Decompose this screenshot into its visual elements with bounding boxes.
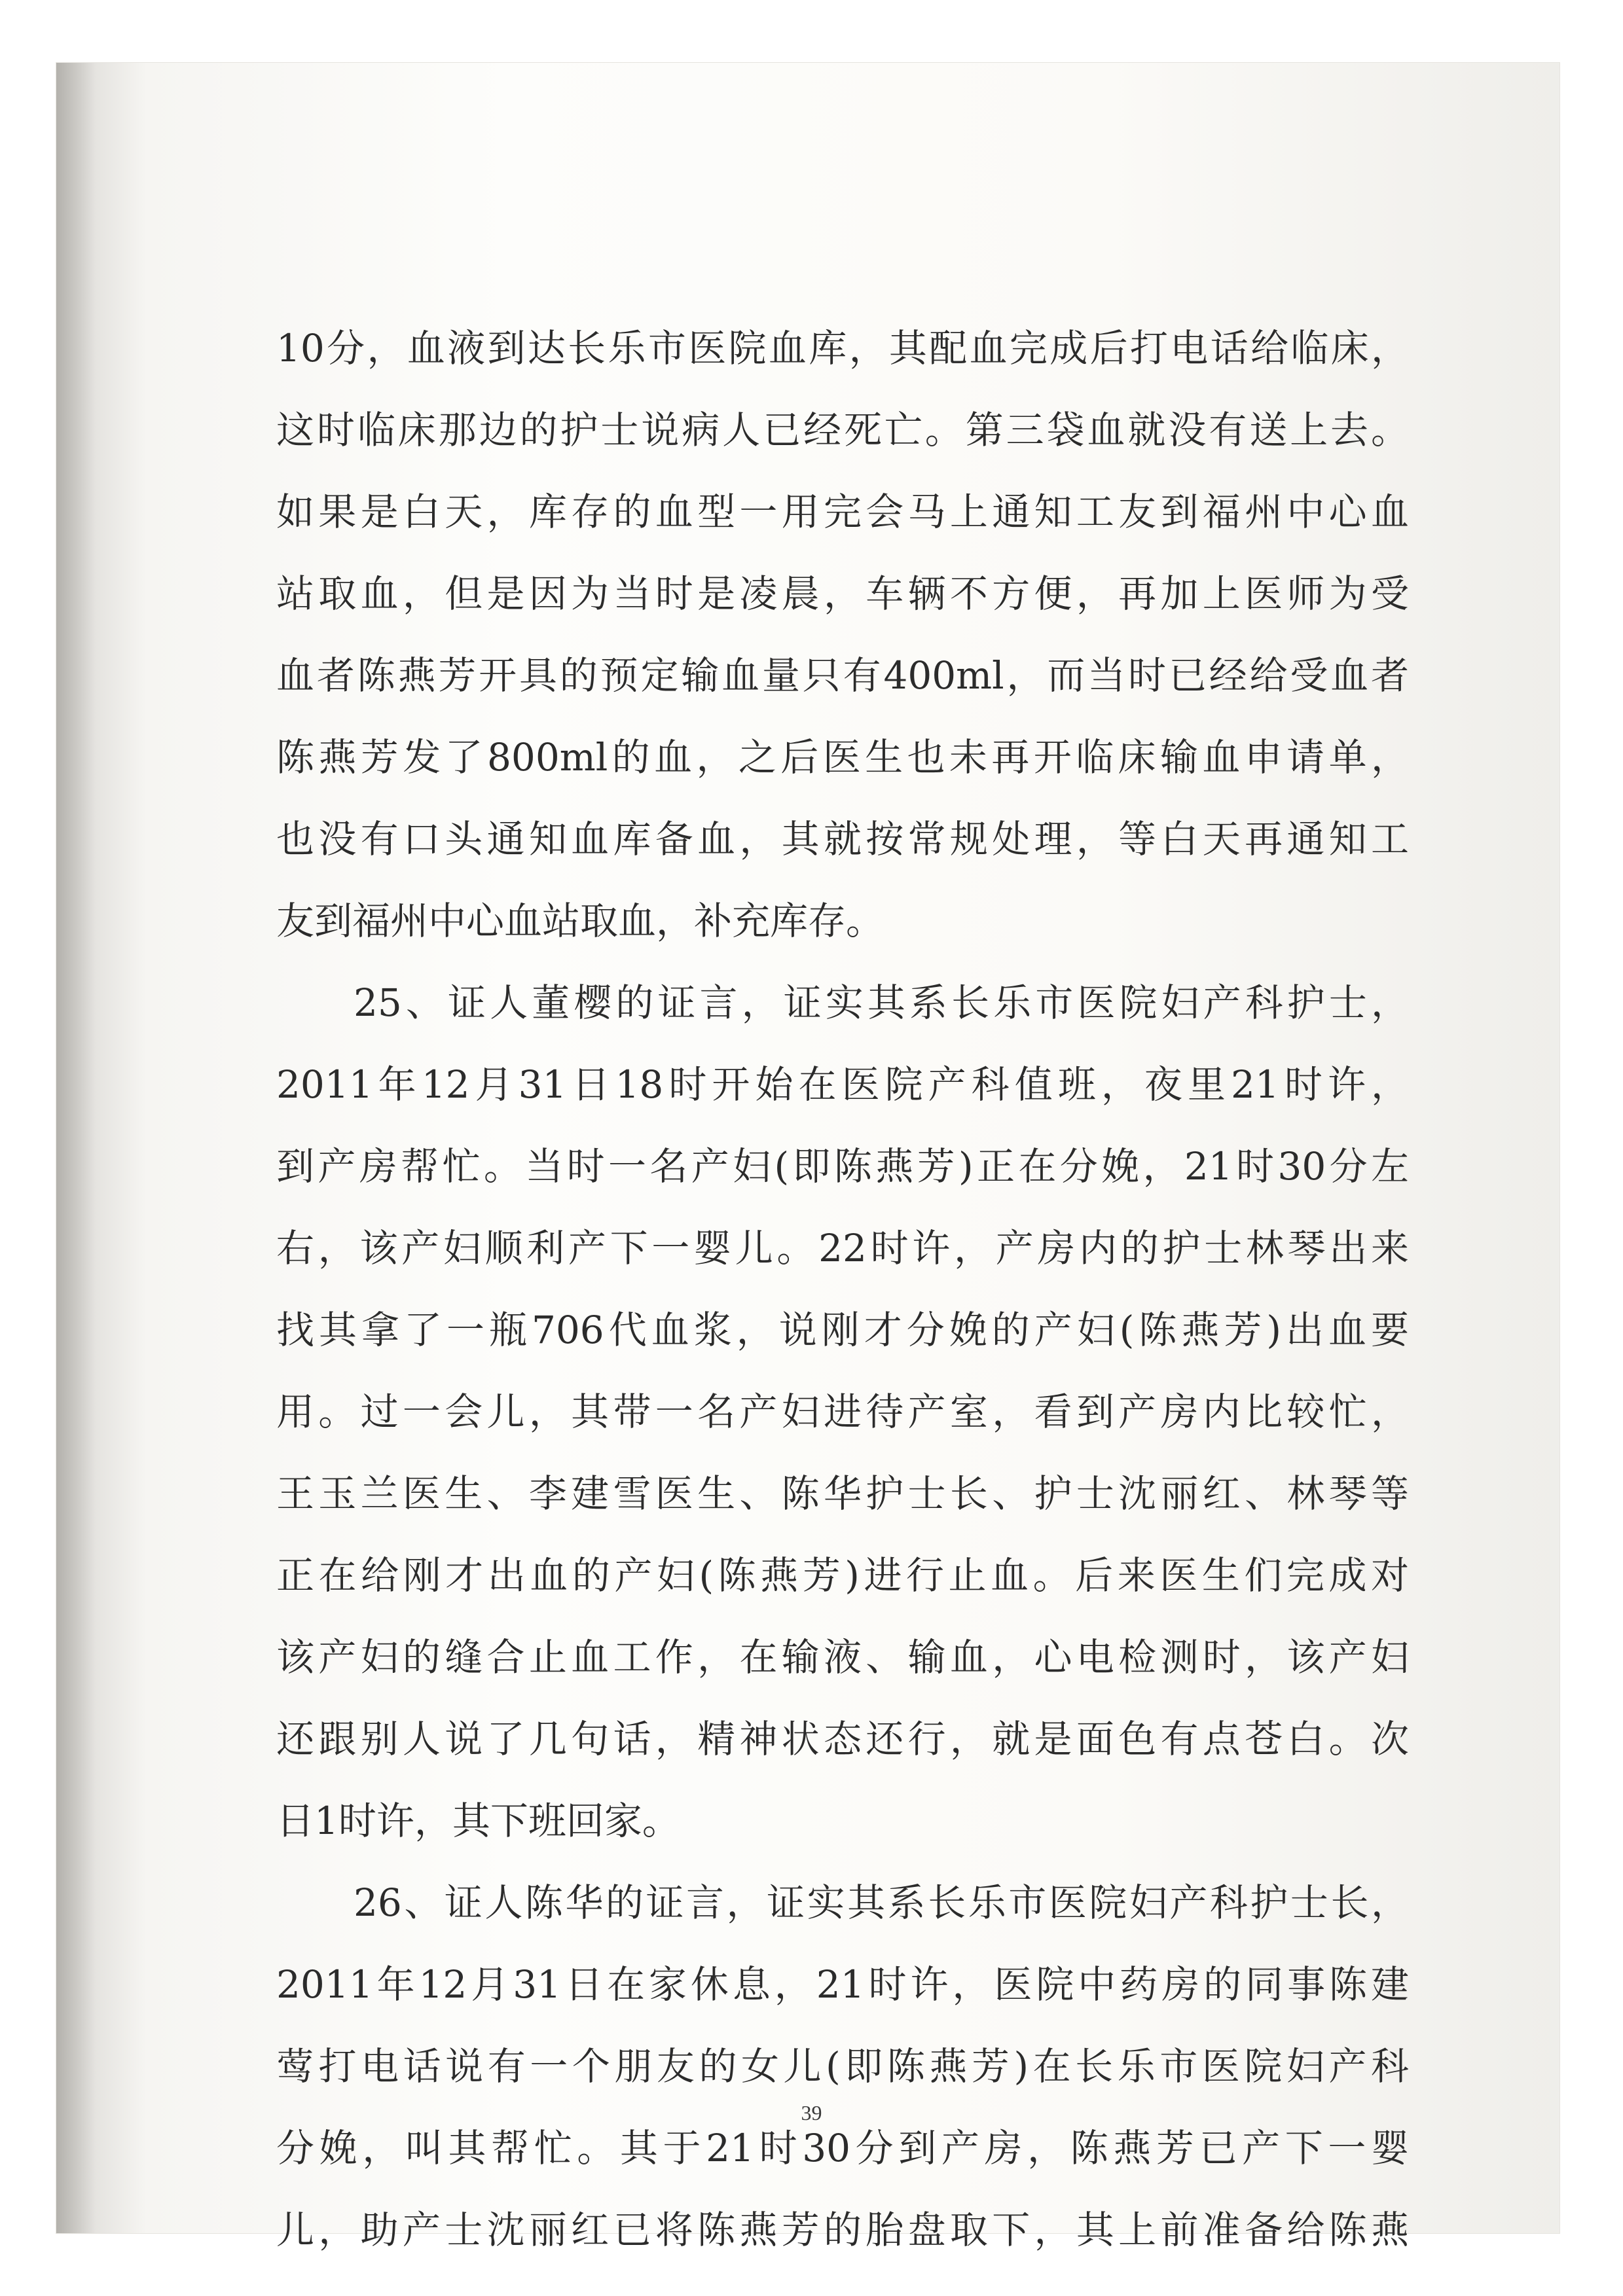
text-line: 用。过一会儿，其带一名产妇进待产室，看到产房内比较忙， — [276, 1390, 1409, 1434]
text-line: 血者陈燕芳开具的预定输血量只有400ml，而当时已经给受血者 — [276, 653, 1409, 698]
text-line: 右，该产妇顺利产下一婴儿。22时许，产房内的护士林琴出来 — [276, 1226, 1409, 1270]
paragraph-25-start: 25、证人董樱的证言，证实其系长乐市医院妇产科护士， — [354, 980, 1409, 1025]
text-line: 儿，助产士沈丽红已将陈燕芳的胎盘取下，其上前准备给陈燕 — [276, 2208, 1409, 2252]
text-line: 到产房帮忙。当时一名产妇(即陈燕芳)正在分娩，21时30分左 — [276, 1144, 1409, 1189]
text-line: 友到福州中心血站取血，补充库存。 — [276, 899, 884, 943]
text-line: 也没有口头通知血库备血，其就按常规处理，等白天再通知工 — [276, 817, 1409, 861]
text-line: 这时临床那边的护士说病人已经死亡。第三袋血就没有送上去。 — [276, 408, 1409, 452]
text-line: 该产妇的缝合止血工作，在输液、输血，心电检测时，该产妇 — [276, 1635, 1409, 1679]
text-line: 2011年12月31日18时开始在医院产科值班，夜里21时许， — [276, 1062, 1409, 1107]
text-line: 10分，血液到达长乐市医院血库，其配血完成后打电话给临床， — [276, 326, 1409, 370]
text-line: 莺打电话说有一个朋友的女儿(即陈燕芳)在长乐市医院妇产科 — [276, 2044, 1409, 2089]
text-line: 找其拿了一瓶706代血浆，说刚才分娩的产妇(陈燕芳)出血要 — [276, 1308, 1409, 1352]
text-line: 日1时许，其下班回家。 — [276, 1799, 680, 1843]
paragraph-26-start: 26、证人陈华的证言，证实其系长乐市医院妇产科护士长， — [354, 1880, 1409, 1925]
page-number: 39 — [801, 2101, 822, 2125]
text-line: 王玉兰医生、李建雪医生、陈华护士长、护士沈丽红、林琴等 — [276, 1471, 1409, 1516]
text-line: 如果是白天，库存的血型一用完会马上通知工友到福州中心血 — [276, 490, 1409, 534]
text-line: 站取血，但是因为当时是凌晨，车辆不方便，再加上医师为受 — [276, 571, 1409, 616]
binding-shadow — [56, 63, 96, 2233]
text-line: 2011年12月31日在家休息，21时许，医院中药房的同事陈建 — [276, 1962, 1409, 2007]
text-line: 分娩，叫其帮忙。其于21时30分到产房，陈燕芳已产下一婴 — [276, 2126, 1409, 2170]
text-line: 还跟别人说了几句话，精神状态还行，就是面色有点苍白。次 — [276, 1717, 1409, 1761]
text-line: 正在给刚才出血的产妇(陈燕芳)进行止血。后来医生们完成对 — [276, 1553, 1409, 1598]
text-line: 陈燕芳发了800ml的血，之后医生也未再开临床输血申请单， — [276, 735, 1409, 780]
body-text — [276, 308, 1409, 2271]
